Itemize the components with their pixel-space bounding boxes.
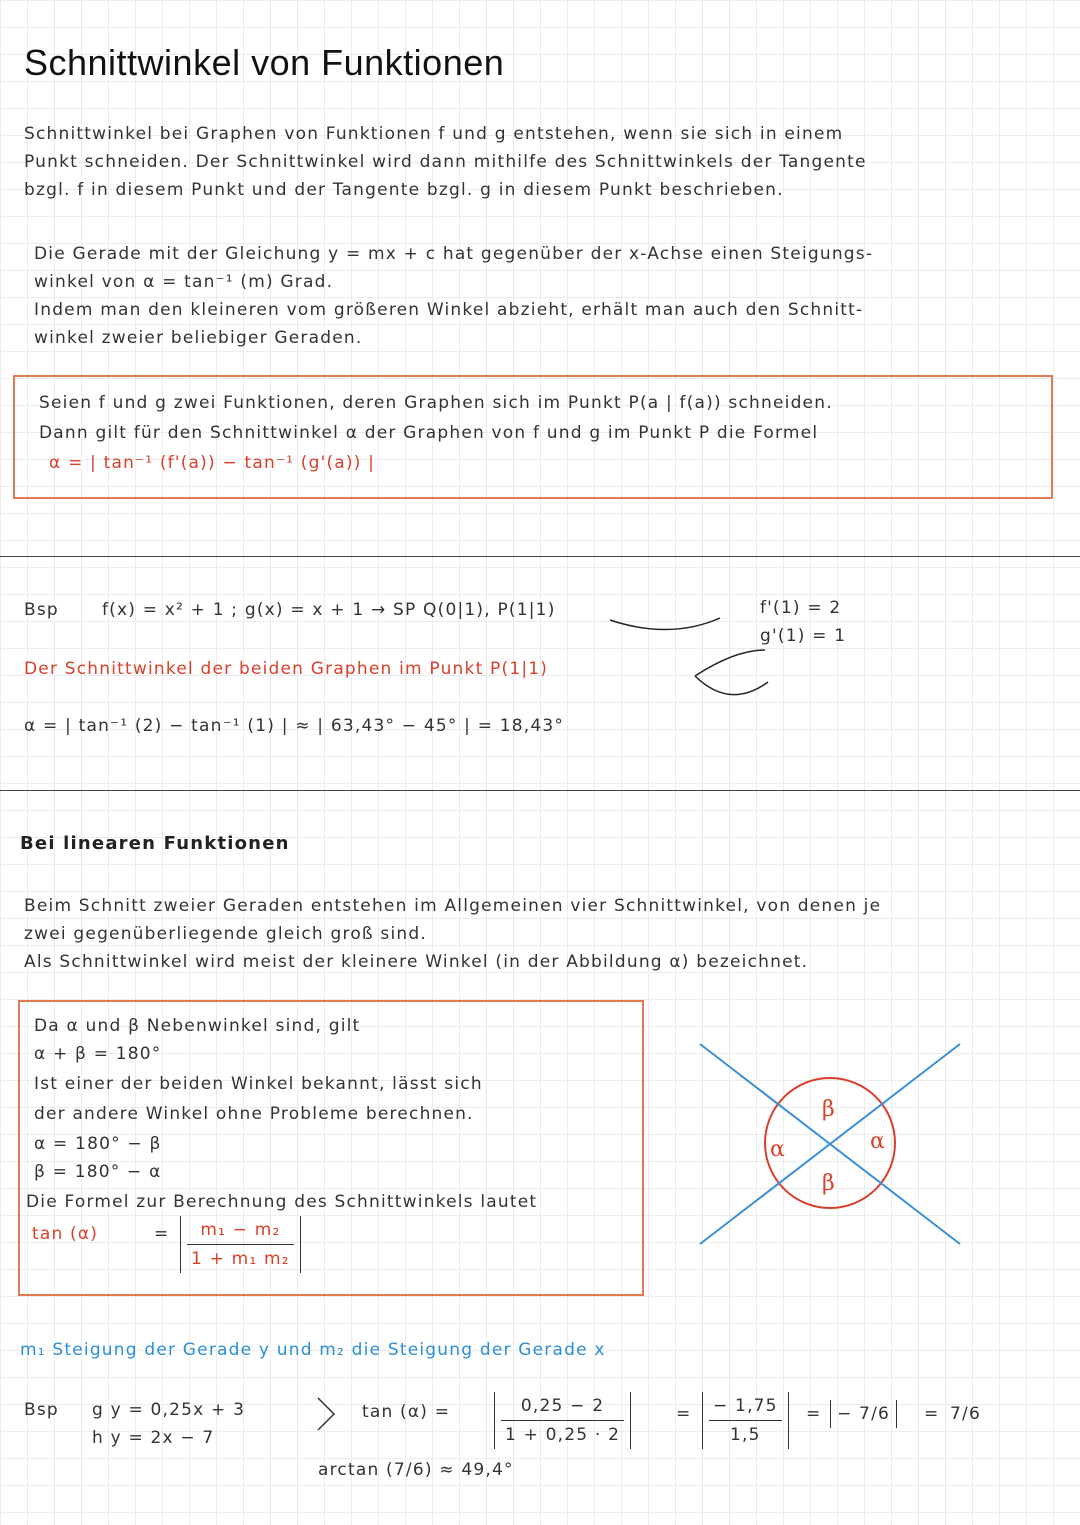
definition-line: Seien f und g zwei Funktionen, deren Graphen sich im Punkt P(a | f(a)) schneiden. [39, 393, 833, 413]
numerator-2: − 1,75 [709, 1392, 782, 1421]
intro-line: bzgl. f in diesem Punkt und der Tangente bzgl. g in diesem Punkt beschrieben. [24, 180, 784, 200]
divider [0, 556, 1080, 557]
slope-formula [180, 1216, 301, 1273]
angle-alpha-left: α [770, 1137, 785, 1162]
example-label: Bsp [24, 600, 59, 620]
linear-line: Als Schnittwinkel wird meist der kleinere Winkel (in der Abbildung α) bezeichnet. [24, 952, 809, 972]
equals-1: = [676, 1404, 692, 1424]
slope-legend: m₁ Steigung der Gerade y und m₂ die Steigung der Gerade x [20, 1340, 606, 1360]
derivative-f: f'(1) = 2 [760, 598, 842, 618]
box-line: Die Formel zur Berechnung des Schnittwinkels lautet [26, 1192, 538, 1212]
implies-chevron [316, 1396, 336, 1432]
equals-3: = [924, 1404, 940, 1424]
definition-line: Dann gilt für den Schnittwinkel α der Graphen von f und g im Punkt P die Formel [39, 423, 819, 443]
angle-beta-bottom: β [822, 1171, 835, 1196]
value-4: 7/6 [950, 1404, 981, 1424]
gerade-paragraph [34, 240, 873, 352]
example2-label: Bsp [24, 1400, 59, 1420]
formula-denominator: 1 + m₁ m₂ [191, 1249, 290, 1269]
value-3-abs: − 7/6 [830, 1400, 897, 1428]
gerade-line: winkel zweier beliebiger Geraden. [34, 328, 363, 348]
connector-arcs [590, 610, 770, 700]
gerade-line: Die Gerade mit der Gleichung y = mx + c hat gegenüber der x-Achse einen Steigungs- [34, 244, 874, 264]
definition-formula: α = | tan⁻¹ (f'(a)) − tan⁻¹ (g'(a)) | [49, 453, 376, 473]
section-heading: Bei linearen Funktionen [20, 833, 290, 854]
arctan-result: arctan (7/6) ≈ 49,4° [318, 1460, 514, 1480]
box-line: α = 180° − β [34, 1134, 162, 1154]
box-line: Da α und β Nebenwinkel sind, gilt [34, 1016, 361, 1036]
page-title: Schnittwinkel von Funktionen [24, 42, 505, 83]
linear-line: zwei gegenüberliegende gleich groß sind. [24, 924, 427, 944]
divider [0, 790, 1080, 791]
angle-beta-top: β [822, 1097, 835, 1122]
line-g: g y = 0,25x + 3 [92, 1400, 246, 1420]
gerade-line: winkel von α = tan⁻¹ (m) Grad. [34, 272, 334, 292]
numerator-1: 0,25 − 2 [501, 1392, 624, 1421]
gerade-line: Indem man den kleineren vom größeren Winkel abzieht, erhält man auch den Schnitt- [34, 300, 864, 320]
denominator-1: 1 + 0,25 · 2 [505, 1425, 621, 1445]
angle-alpha-right: α [870, 1129, 885, 1154]
intersection-diagram [690, 1030, 970, 1270]
fraction-1 [494, 1392, 631, 1449]
equals-sign: = [154, 1224, 170, 1244]
derivative-g: g'(1) = 1 [760, 626, 847, 646]
fraction-2 [702, 1392, 789, 1449]
linear-line: Beim Schnitt zweier Geraden entstehen im Allgemeinen vier Schnittwinkel, von denen je [24, 896, 882, 916]
definition-box [13, 375, 1053, 499]
line-h: h y = 2x − 7 [92, 1428, 215, 1448]
box-line: α + β = 180° [34, 1044, 162, 1064]
denominator-2: 1,5 [730, 1425, 761, 1445]
value-3 [830, 1400, 897, 1428]
example-calculation: α = | tan⁻¹ (2) − tan⁻¹ (1) | ≈ | 63,43° − 45° | = 18,43° [24, 716, 565, 736]
example-functions: f(x) = x² + 1 ; g(x) = x + 1 → SP Q(0|1), P(1|1) [102, 600, 556, 620]
formula-numerator: m₁ − m₂ [187, 1216, 294, 1245]
intro-line: Schnittwinkel bei Graphen von Funktionen f und g entstehen, wenn sie sich in einem [24, 124, 844, 144]
box-line: Ist einer der beiden Winkel bekannt, lässt sich [34, 1074, 483, 1094]
example-statement: Der Schnittwinkel der beiden Graphen im Punkt P(1|1) [24, 659, 549, 679]
linear-paragraph [24, 892, 881, 976]
box-line: β = 180° − α [34, 1162, 162, 1182]
intro-paragraph [24, 120, 867, 204]
tan-expression: tan (α) = [362, 1402, 451, 1422]
formula-box [18, 1000, 644, 1296]
tan-label: tan (α) [32, 1224, 99, 1244]
intro-line: Punkt schneiden. Der Schnittwinkel wird dann mithilfe des Schnittwinkels der Tangente [24, 152, 867, 172]
box-line: der andere Winkel ohne Probleme berechnen. [34, 1104, 474, 1124]
equals-2: = [806, 1404, 822, 1424]
